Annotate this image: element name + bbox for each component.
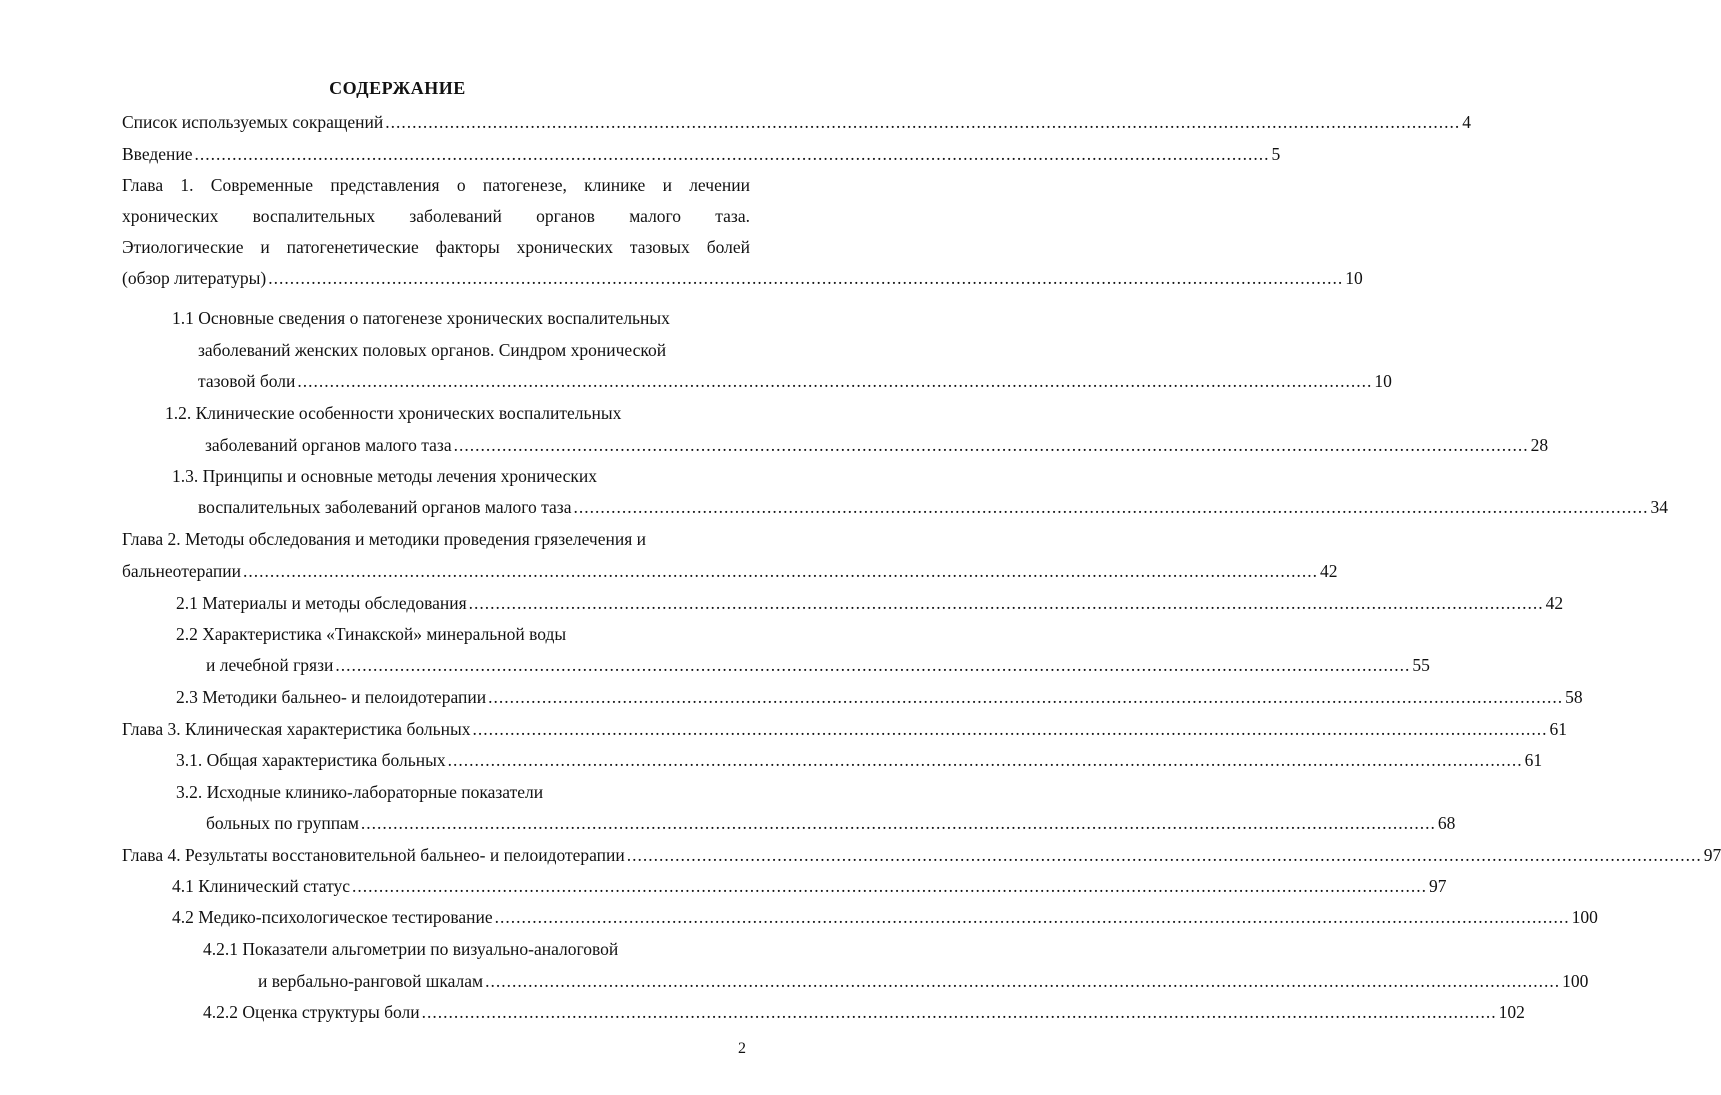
toc-entry-title: Список используемых сокращений <box>122 112 384 132</box>
toc-word: хронических <box>122 206 219 226</box>
toc-section-3-2-line-1[interactable]: 3.2. Исходные клинико-лабораторные показатели <box>176 782 544 802</box>
toc-entry-page: 100 <box>1562 971 1589 991</box>
toc-entry-page: 5 <box>1271 144 1281 164</box>
toc-word: таза. <box>715 206 750 226</box>
toc-word: 1. <box>180 175 194 195</box>
toc-section-4-1[interactable] <box>172 876 1447 897</box>
toc-entry-title: 3.1. Общая характеристика больных <box>176 750 446 770</box>
toc-chapter-1-line-2[interactable] <box>122 206 750 227</box>
toc-entry-title: тазовой боли <box>198 371 296 391</box>
toc-word: тазовых <box>629 237 690 257</box>
leader-dots: ........................................................................................................................................................................................................ <box>447 750 1523 770</box>
leader-dots: ........................................................................................................................................................................................................ <box>194 144 1270 164</box>
leader-dots: ........................................................................................................................................................................................................ <box>297 371 1373 391</box>
toc-entry-page: 42 <box>1320 561 1338 581</box>
toc-word: малого <box>629 206 682 226</box>
toc-entry-title: и лечебной грязи <box>206 655 334 675</box>
toc-word: о <box>456 175 466 195</box>
toc-entry-title: 2.3 Методики бальнео- и пелоидотерапии <box>176 687 487 707</box>
toc-entry-title: (обзор литературы) <box>122 268 267 288</box>
toc-word: болей <box>706 237 750 257</box>
toc-entry-title: 4.2 Медико-психологическое тестирование <box>172 907 493 927</box>
toc-entry-page: 61 <box>1549 719 1567 739</box>
toc-entry-title: и вербально-ранговой шкалам <box>258 971 484 991</box>
toc-word: и <box>260 237 270 257</box>
toc-section-2-2-line-1[interactable]: 2.2 Характеристика «Тинакской» минеральной воды <box>176 624 567 644</box>
toc-word: заболеваний <box>409 206 502 226</box>
toc-entry-title: Глава 4. Результаты восстановительной бальнео- и пелоидотерапии <box>122 845 625 865</box>
toc-section-4-2-1-line-1[interactable]: 4.2.1 Показатели альгометрии по визуально-аналоговой <box>203 939 619 959</box>
toc-chapter-4[interactable] <box>122 845 1721 866</box>
toc-chapter-2-line-1[interactable]: Глава 2. Методы обследования и методики проведения грязелечения и <box>122 529 647 549</box>
toc-entry-page: 97 <box>1703 845 1721 865</box>
toc-section-4-2-1-line-2[interactable] <box>258 971 1589 992</box>
toc-section-1-2-line-1[interactable]: 1.2. Клинические особенности хронических воспалительных <box>165 403 622 423</box>
toc-entry-title: заболеваний органов малого таза <box>205 435 452 455</box>
toc-chapter-1-line-3[interactable] <box>122 237 750 258</box>
toc-entry-page: 34 <box>1650 497 1668 517</box>
toc-section-3-2-line-2[interactable] <box>206 813 1456 834</box>
toc-entry-title: больных по группам <box>206 813 359 833</box>
toc-entry-page: 97 <box>1429 876 1447 896</box>
leader-dots: ........................................................................................................................................................................................................ <box>453 435 1529 455</box>
toc-section-1-1-line-3[interactable] <box>198 371 1392 392</box>
leader-dots: ........................................................................................................................................................................................................ <box>335 655 1411 675</box>
leader-dots: ........................................................................................................................................................................................................ <box>421 1002 1497 1022</box>
toc-chapter-2-line-2[interactable] <box>122 561 1338 582</box>
toc-word: патогенезе, <box>482 175 567 195</box>
toc-word: хронических <box>516 237 613 257</box>
toc-entry-page: 28 <box>1530 435 1549 455</box>
toc-section-1-2-line-2[interactable] <box>205 435 1549 456</box>
toc-entry-page: 68 <box>1437 813 1456 833</box>
toc-section-1-1-line-2[interactable]: заболеваний женских половых органов. Синдром хронической <box>198 340 667 360</box>
toc-word: Глава <box>122 175 164 195</box>
leader-dots: ........................................................................................................................................................................................................ <box>626 845 1702 865</box>
toc-word: лечении <box>689 175 750 195</box>
toc-entry-page: 61 <box>1524 750 1543 770</box>
leader-dots: ........................................................................................................................................................................................................ <box>385 112 1461 132</box>
leader-dots: ........................................................................................................................................................................................................ <box>352 876 1428 896</box>
toc-chapter-3[interactable] <box>122 719 1567 740</box>
leader-dots: ........................................................................................................................................................................................................ <box>488 687 1564 707</box>
leader-dots: ........................................................................................................................................................................................................ <box>360 813 1436 833</box>
toc-word: клинике <box>584 175 646 195</box>
leader-dots: ........................................................................................................................................................................................................ <box>468 593 1544 613</box>
toc-entry-title: бальнеотерапии <box>122 561 241 581</box>
leader-dots: ........................................................................................................................................................................................................ <box>494 907 1570 927</box>
page-title: СОДЕРЖАНИЕ <box>329 78 466 98</box>
toc-entry-title: 2.1 Материалы и методы обследования <box>176 593 467 613</box>
toc-entry-page: 42 <box>1545 593 1564 613</box>
toc-entry-page: 10 <box>1374 371 1392 391</box>
toc-entry-title: 4.1 Клинический статус <box>172 876 351 896</box>
toc-entry-page: 55 <box>1412 655 1430 675</box>
toc-section-2-3[interactable] <box>176 687 1583 708</box>
leader-dots: ........................................................................................................................................................................................................ <box>485 971 1561 991</box>
toc-chapter-1-line-1[interactable] <box>122 175 750 196</box>
toc-section-3-1[interactable] <box>176 750 1543 771</box>
toc-chapter-1-line-4[interactable] <box>122 268 1363 289</box>
toc-entry-title: Введение <box>122 144 193 164</box>
toc-entry-introduction[interactable] <box>122 144 1281 165</box>
toc-word: факторы <box>435 237 500 257</box>
toc-entry-title: 4.2.2 Оценка структуры боли <box>203 1002 420 1022</box>
leader-dots: ........................................................................................................................................................................................................ <box>243 561 1318 581</box>
toc-entry-page: 102 <box>1498 1002 1525 1022</box>
toc-entry-abbreviations[interactable] <box>122 112 1471 133</box>
toc-section-4-2[interactable] <box>172 907 1598 928</box>
toc-section-1-1-line-1[interactable]: 1.1 Основные сведения о патогенезе хронических воспалительных <box>172 308 670 328</box>
toc-entry-page: 10 <box>1345 268 1363 288</box>
toc-section-1-3-line-2[interactable] <box>198 497 1668 518</box>
leader-dots: ........................................................................................................................................................................................................ <box>472 719 1548 739</box>
toc-entry-page: 100 <box>1571 907 1598 927</box>
toc-word: воспалительных <box>252 206 376 226</box>
toc-section-1-3-line-1[interactable]: 1.3. Принципы и основные методы лечения хронических <box>172 466 598 486</box>
toc-word: Современные <box>210 175 314 195</box>
toc-word: и <box>662 175 672 195</box>
leader-dots: ........................................................................................................................................................................................................ <box>268 268 1344 288</box>
toc-entry-title: Глава 3. Клиническая характеристика больных <box>122 719 471 739</box>
toc-section-2-1[interactable] <box>176 593 1564 614</box>
toc-entry-page: 58 <box>1565 687 1583 707</box>
toc-section-2-2-line-2[interactable] <box>206 655 1430 676</box>
toc-word: Этиологические <box>122 237 244 257</box>
toc-word: представления <box>330 175 440 195</box>
toc-entry-page: 4 <box>1462 112 1471 132</box>
toc-word: органов <box>536 206 595 226</box>
toc-section-4-2-2[interactable] <box>203 1002 1525 1023</box>
page-number: 2 <box>738 1040 746 1057</box>
toc-entry-title: воспалительных заболеваний органов малого таза <box>198 497 572 517</box>
toc-word: патогенетические <box>286 237 419 257</box>
leader-dots: ........................................................................................................................................................................................................ <box>573 497 1649 517</box>
